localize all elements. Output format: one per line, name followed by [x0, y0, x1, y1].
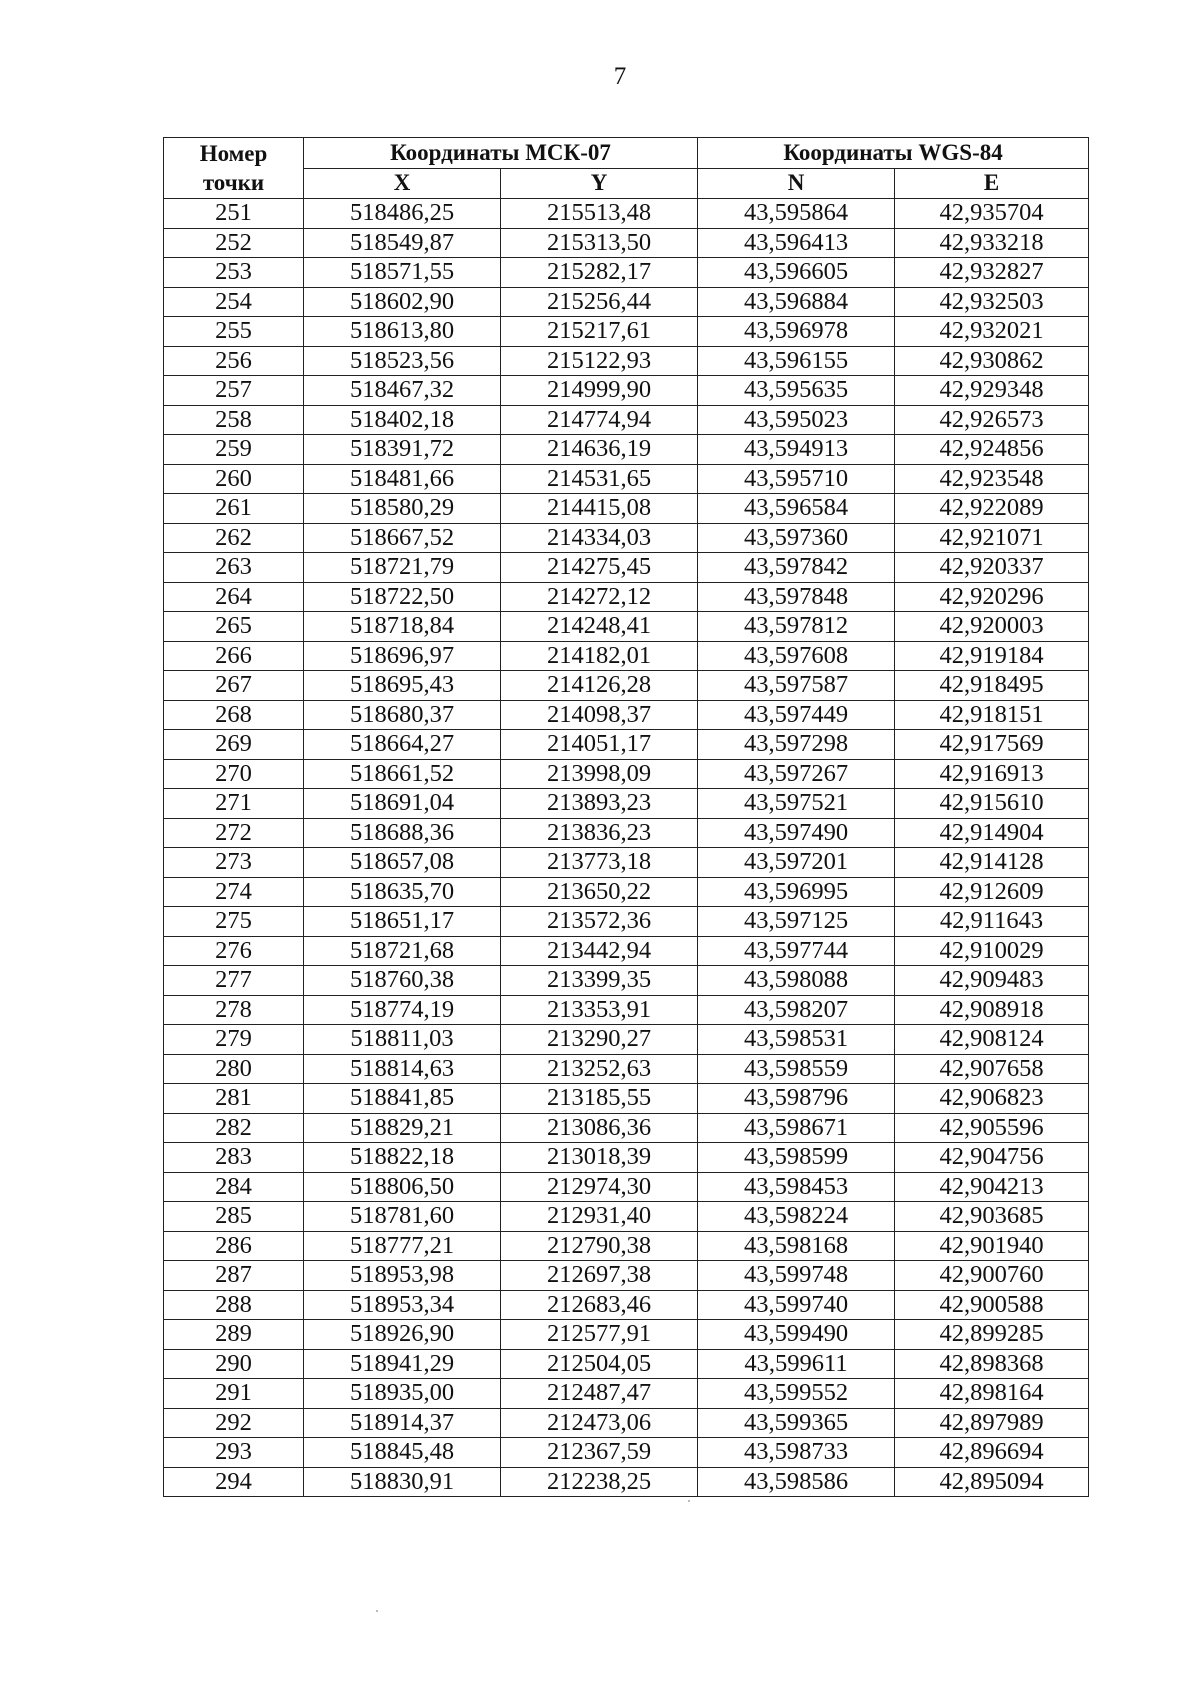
table-row: [164, 1379, 1089, 1409]
wgs-e-cell: 42,917569: [895, 730, 1089, 760]
wgs-e-cell: 42,895094: [895, 1467, 1089, 1497]
point-number-cell: 254: [164, 287, 304, 317]
msk-x-cell: 518953,98: [304, 1261, 501, 1291]
table-row: [164, 464, 1089, 494]
table-row: [164, 1025, 1089, 1055]
msk-y-cell: 212367,59: [501, 1438, 698, 1468]
msk-y-cell: 214182,01: [501, 641, 698, 671]
msk-x-cell: 518935,00: [304, 1379, 501, 1409]
y-column-header: Y: [501, 168, 698, 199]
wgs-e-cell: 42,923548: [895, 464, 1089, 494]
msk-y-cell: 215256,44: [501, 287, 698, 317]
wgs-n-cell: 43,597812: [698, 612, 895, 642]
point-number-cell: 256: [164, 346, 304, 376]
msk-x-cell: 518822,18: [304, 1143, 501, 1173]
wgs-n-cell: 43,595023: [698, 405, 895, 435]
wgs-n-cell: 43,596978: [698, 317, 895, 347]
wgs-n-cell: 43,599365: [698, 1408, 895, 1438]
wgs-e-cell: 42,926573: [895, 405, 1089, 435]
wgs-n-cell: 43,597842: [698, 553, 895, 583]
msk-x-cell: 518926,90: [304, 1320, 501, 1350]
wgs-e-cell: 42,920296: [895, 582, 1089, 612]
wgs-e-cell: 42,907658: [895, 1054, 1089, 1084]
point-number-cell: 275: [164, 907, 304, 937]
wgs-e-cell: 42,903685: [895, 1202, 1089, 1232]
point-number-cell: 269: [164, 730, 304, 760]
wgs-e-cell: 42,920337: [895, 553, 1089, 583]
wgs-e-cell: 42,935704: [895, 199, 1089, 229]
wgs-e-cell: 42,909483: [895, 966, 1089, 996]
wgs-n-cell: 43,599552: [698, 1379, 895, 1409]
wgs-n-cell: 43,599611: [698, 1349, 895, 1379]
point-number-cell: 270: [164, 759, 304, 789]
msk-y-cell: 215122,93: [501, 346, 698, 376]
msk-x-cell: 518580,29: [304, 494, 501, 524]
table-row: [164, 376, 1089, 406]
msk-x-cell: 518721,68: [304, 936, 501, 966]
wgs-e-cell: 42,915610: [895, 789, 1089, 819]
msk-x-cell: 518760,38: [304, 966, 501, 996]
point-number-cell: 273: [164, 848, 304, 878]
msk-x-cell: 518523,56: [304, 346, 501, 376]
wgs-e-cell: 42,897989: [895, 1408, 1089, 1438]
table-row: [164, 287, 1089, 317]
wgs-e-cell: 42,919184: [895, 641, 1089, 671]
msk-x-cell: 518635,70: [304, 877, 501, 907]
msk-y-cell: 214248,41: [501, 612, 698, 642]
msk-y-cell: 215217,61: [501, 317, 698, 347]
wgs-n-cell: 43,597587: [698, 671, 895, 701]
point-number-header: [164, 138, 304, 199]
msk-x-cell: 518845,48: [304, 1438, 501, 1468]
wgs-e-cell: 42,932021: [895, 317, 1089, 347]
point-number-cell: 282: [164, 1113, 304, 1143]
wgs-e-cell: 42,910029: [895, 936, 1089, 966]
wgs-n-cell: 43,595864: [698, 199, 895, 229]
table-row: [164, 936, 1089, 966]
table-row: [164, 818, 1089, 848]
point-number-cell: 258: [164, 405, 304, 435]
point-number-cell: 277: [164, 966, 304, 996]
point-number-cell: 272: [164, 818, 304, 848]
table-row: [164, 582, 1089, 612]
table-row: [164, 435, 1089, 465]
msk-y-cell: 212473,06: [501, 1408, 698, 1438]
point-number-cell: 257: [164, 376, 304, 406]
msk-y-cell: 213650,22: [501, 877, 698, 907]
point-number-cell: 294: [164, 1467, 304, 1497]
point-number-cell: 259: [164, 435, 304, 465]
wgs-n-cell: 43,598224: [698, 1202, 895, 1232]
table-row: [164, 1290, 1089, 1320]
msk-x-cell: 518402,18: [304, 405, 501, 435]
point-number-cell: 291: [164, 1379, 304, 1409]
msk-x-cell: 518941,29: [304, 1349, 501, 1379]
point-number-cell: 260: [164, 464, 304, 494]
point-number-header-line1: Номер: [199, 141, 268, 166]
wgs-e-cell: 42,911643: [895, 907, 1089, 937]
wgs-n-cell: 43,598453: [698, 1172, 895, 1202]
wgs-e-cell: 42,922089: [895, 494, 1089, 524]
table-row: [164, 641, 1089, 671]
table-row: [164, 523, 1089, 553]
wgs-coordinates-header: Координаты WGS-84: [698, 138, 1089, 169]
point-number-cell: 261: [164, 494, 304, 524]
msk-y-cell: 215513,48: [501, 199, 698, 229]
table-row: [164, 199, 1089, 229]
wgs-e-cell: 42,900588: [895, 1290, 1089, 1320]
wgs-n-cell: 43,598733: [698, 1438, 895, 1468]
wgs-e-cell: 42,908124: [895, 1025, 1089, 1055]
msk-x-cell: 518841,85: [304, 1084, 501, 1114]
msk-y-cell: 212931,40: [501, 1202, 698, 1232]
msk-x-cell: 518667,52: [304, 523, 501, 553]
table-row: [164, 907, 1089, 937]
wgs-n-cell: 43,597521: [698, 789, 895, 819]
table-row: [164, 317, 1089, 347]
point-number-cell: 289: [164, 1320, 304, 1350]
msk-y-cell: 214275,45: [501, 553, 698, 583]
msk-y-cell: 213773,18: [501, 848, 698, 878]
table-row: [164, 730, 1089, 760]
table-row: [164, 759, 1089, 789]
msk-x-cell: 518486,25: [304, 199, 501, 229]
point-number-cell: 281: [164, 1084, 304, 1114]
table-row: [164, 848, 1089, 878]
wgs-n-cell: 43,596155: [698, 346, 895, 376]
point-number-cell: 292: [164, 1408, 304, 1438]
msk-x-cell: 518664,27: [304, 730, 501, 760]
table-row: [164, 405, 1089, 435]
wgs-e-cell: 42,933218: [895, 228, 1089, 258]
wgs-n-cell: 43,598796: [698, 1084, 895, 1114]
table-row: [164, 1320, 1089, 1350]
wgs-e-cell: 42,920003: [895, 612, 1089, 642]
msk-x-cell: 518721,79: [304, 553, 501, 583]
wgs-e-cell: 42,914904: [895, 818, 1089, 848]
point-number-cell: 251: [164, 199, 304, 229]
wgs-e-cell: 42,921071: [895, 523, 1089, 553]
wgs-n-cell: 43,597298: [698, 730, 895, 760]
wgs-e-cell: 42,899285: [895, 1320, 1089, 1350]
table-row: [164, 228, 1089, 258]
msk-y-cell: 212697,38: [501, 1261, 698, 1291]
msk-y-cell: 214531,65: [501, 464, 698, 494]
wgs-e-cell: 42,906823: [895, 1084, 1089, 1114]
msk-x-cell: 518718,84: [304, 612, 501, 642]
table-row: [164, 1231, 1089, 1261]
point-number-cell: 279: [164, 1025, 304, 1055]
table-row: [164, 966, 1089, 996]
msk-y-cell: 213252,63: [501, 1054, 698, 1084]
msk-y-cell: 213998,09: [501, 759, 698, 789]
wgs-n-cell: 43,597267: [698, 759, 895, 789]
msk-y-cell: 212974,30: [501, 1172, 698, 1202]
table-row: [164, 1408, 1089, 1438]
scan-speck: [688, 1500, 690, 1502]
wgs-n-cell: 43,599740: [698, 1290, 895, 1320]
msk-y-cell: 212683,46: [501, 1290, 698, 1320]
wgs-n-cell: 43,599748: [698, 1261, 895, 1291]
msk-y-cell: 214334,03: [501, 523, 698, 553]
msk-y-cell: 214636,19: [501, 435, 698, 465]
table-row: [164, 346, 1089, 376]
wgs-e-cell: 42,901940: [895, 1231, 1089, 1261]
msk-x-cell: 518657,08: [304, 848, 501, 878]
e-column-header: E: [895, 168, 1089, 199]
wgs-n-cell: 43,597360: [698, 523, 895, 553]
msk-x-cell: 518602,90: [304, 287, 501, 317]
msk-y-cell: 213893,23: [501, 789, 698, 819]
msk-x-cell: 518696,97: [304, 641, 501, 671]
table-row: [164, 1438, 1089, 1468]
wgs-n-cell: 43,597449: [698, 700, 895, 730]
point-number-cell: 252: [164, 228, 304, 258]
table-row: [164, 789, 1089, 819]
table-row: [164, 877, 1089, 907]
table-row: [164, 1113, 1089, 1143]
header-row-groups: [164, 138, 1089, 169]
msk-x-cell: 518829,21: [304, 1113, 501, 1143]
point-number-cell: 285: [164, 1202, 304, 1232]
msk-x-cell: 518688,36: [304, 818, 501, 848]
wgs-e-cell: 42,914128: [895, 848, 1089, 878]
wgs-n-cell: 43,596995: [698, 877, 895, 907]
msk-x-cell: 518830,91: [304, 1467, 501, 1497]
table-row: [164, 1349, 1089, 1379]
msk-y-cell: 215313,50: [501, 228, 698, 258]
point-number-cell: 290: [164, 1349, 304, 1379]
point-number-cell: 266: [164, 641, 304, 671]
wgs-n-cell: 43,597490: [698, 818, 895, 848]
msk-y-cell: 212504,05: [501, 1349, 698, 1379]
n-column-header: N: [698, 168, 895, 199]
table-row: [164, 1084, 1089, 1114]
msk-y-cell: 215282,17: [501, 258, 698, 288]
wgs-n-cell: 43,598586: [698, 1467, 895, 1497]
point-number-cell: 262: [164, 523, 304, 553]
msk-y-cell: 212577,91: [501, 1320, 698, 1350]
msk-x-cell: 518481,66: [304, 464, 501, 494]
msk-x-cell: 518549,87: [304, 228, 501, 258]
wgs-n-cell: 43,595710: [698, 464, 895, 494]
wgs-e-cell: 42,932827: [895, 258, 1089, 288]
msk-x-cell: 518391,72: [304, 435, 501, 465]
msk-x-cell: 518651,17: [304, 907, 501, 937]
msk-y-cell: 213185,55: [501, 1084, 698, 1114]
scan-speck: [376, 1610, 378, 1612]
table-body: [164, 199, 1089, 1497]
msk-y-cell: 213290,27: [501, 1025, 698, 1055]
msk-y-cell: 214415,08: [501, 494, 698, 524]
wgs-n-cell: 43,596413: [698, 228, 895, 258]
table-row: [164, 1202, 1089, 1232]
msk-x-cell: 518777,21: [304, 1231, 501, 1261]
wgs-e-cell: 42,900760: [895, 1261, 1089, 1291]
point-number-cell: 286: [164, 1231, 304, 1261]
point-number-header-line2: точки: [202, 170, 265, 195]
x-column-header: X: [304, 168, 501, 199]
msk-y-cell: 214774,94: [501, 405, 698, 435]
point-number-cell: 271: [164, 789, 304, 819]
msk-x-cell: 518914,37: [304, 1408, 501, 1438]
msk-y-cell: 214098,37: [501, 700, 698, 730]
msk-x-cell: 518680,37: [304, 700, 501, 730]
wgs-e-cell: 42,904756: [895, 1143, 1089, 1173]
wgs-n-cell: 43,597744: [698, 936, 895, 966]
table-row: [164, 1143, 1089, 1173]
wgs-e-cell: 42,896694: [895, 1438, 1089, 1468]
point-number-cell: 267: [164, 671, 304, 701]
msk-x-cell: 518953,34: [304, 1290, 501, 1320]
point-number-cell: 287: [164, 1261, 304, 1291]
wgs-e-cell: 42,904213: [895, 1172, 1089, 1202]
wgs-e-cell: 42,905596: [895, 1113, 1089, 1143]
msk-x-cell: 518571,55: [304, 258, 501, 288]
point-number-cell: 265: [164, 612, 304, 642]
table-row: [164, 1261, 1089, 1291]
wgs-n-cell: 43,598671: [698, 1113, 895, 1143]
table-row: [164, 995, 1089, 1025]
table-row: [164, 612, 1089, 642]
msk-y-cell: 213086,36: [501, 1113, 698, 1143]
msk-x-cell: 518691,04: [304, 789, 501, 819]
table-row: [164, 1172, 1089, 1202]
point-number-cell: 263: [164, 553, 304, 583]
wgs-e-cell: 42,918495: [895, 671, 1089, 701]
msk-y-cell: 214126,28: [501, 671, 698, 701]
point-number-cell: 278: [164, 995, 304, 1025]
wgs-n-cell: 43,594913: [698, 435, 895, 465]
wgs-n-cell: 43,598599: [698, 1143, 895, 1173]
msk-y-cell: 213353,91: [501, 995, 698, 1025]
msk-x-cell: 518781,60: [304, 1202, 501, 1232]
wgs-n-cell: 43,598207: [698, 995, 895, 1025]
msk-y-cell: 213018,39: [501, 1143, 698, 1173]
wgs-e-cell: 42,898164: [895, 1379, 1089, 1409]
wgs-n-cell: 43,598531: [698, 1025, 895, 1055]
coordinates-table: [163, 137, 1089, 1497]
msk-x-cell: 518613,80: [304, 317, 501, 347]
wgs-e-cell: 42,912609: [895, 877, 1089, 907]
msk-x-cell: 518722,50: [304, 582, 501, 612]
msk-y-cell: 214051,17: [501, 730, 698, 760]
table-row: [164, 494, 1089, 524]
page-number: 7: [613, 63, 627, 90]
wgs-n-cell: 43,597201: [698, 848, 895, 878]
msk-x-cell: 518811,03: [304, 1025, 501, 1055]
point-number-cell: 253: [164, 258, 304, 288]
point-number-cell: 280: [164, 1054, 304, 1084]
point-number-cell: 268: [164, 700, 304, 730]
wgs-e-cell: 42,932503: [895, 287, 1089, 317]
msk-y-cell: 213399,35: [501, 966, 698, 996]
point-number-cell: 293: [164, 1438, 304, 1468]
point-number-cell: 283: [164, 1143, 304, 1173]
table-header: [164, 138, 1089, 199]
point-number-cell: 288: [164, 1290, 304, 1320]
msk-y-cell: 213836,23: [501, 818, 698, 848]
table-row: [164, 1467, 1089, 1497]
msk-y-cell: 213442,94: [501, 936, 698, 966]
point-number-cell: 264: [164, 582, 304, 612]
wgs-n-cell: 43,598559: [698, 1054, 895, 1084]
wgs-e-cell: 42,924856: [895, 435, 1089, 465]
table-row: [164, 671, 1089, 701]
msk-x-cell: 518661,52: [304, 759, 501, 789]
msk-y-cell: 212238,25: [501, 1467, 698, 1497]
wgs-n-cell: 43,595635: [698, 376, 895, 406]
wgs-e-cell: 42,929348: [895, 376, 1089, 406]
wgs-e-cell: 42,918151: [895, 700, 1089, 730]
table-row: [164, 1054, 1089, 1084]
wgs-n-cell: 43,596605: [698, 258, 895, 288]
wgs-n-cell: 43,598088: [698, 966, 895, 996]
msk-y-cell: 214272,12: [501, 582, 698, 612]
msk-x-cell: 518806,50: [304, 1172, 501, 1202]
point-number-cell: 284: [164, 1172, 304, 1202]
wgs-n-cell: 43,597608: [698, 641, 895, 671]
table-row: [164, 258, 1089, 288]
msk-y-cell: 213572,36: [501, 907, 698, 937]
msk-y-cell: 212487,47: [501, 1379, 698, 1409]
wgs-n-cell: 43,599490: [698, 1320, 895, 1350]
table-row: [164, 700, 1089, 730]
wgs-e-cell: 42,908918: [895, 995, 1089, 1025]
wgs-n-cell: 43,596884: [698, 287, 895, 317]
msk-x-cell: 518467,32: [304, 376, 501, 406]
wgs-e-cell: 42,916913: [895, 759, 1089, 789]
msk-y-cell: 214999,90: [501, 376, 698, 406]
msk-x-cell: 518695,43: [304, 671, 501, 701]
wgs-n-cell: 43,598168: [698, 1231, 895, 1261]
wgs-e-cell: 42,930862: [895, 346, 1089, 376]
table-row: [164, 553, 1089, 583]
point-number-cell: 274: [164, 877, 304, 907]
point-number-cell: 255: [164, 317, 304, 347]
msk-y-cell: 212790,38: [501, 1231, 698, 1261]
msk-x-cell: 518814,63: [304, 1054, 501, 1084]
wgs-n-cell: 43,596584: [698, 494, 895, 524]
point-number-cell: 276: [164, 936, 304, 966]
wgs-n-cell: 43,597125: [698, 907, 895, 937]
wgs-e-cell: 42,898368: [895, 1349, 1089, 1379]
wgs-n-cell: 43,597848: [698, 582, 895, 612]
msk-x-cell: 518774,19: [304, 995, 501, 1025]
msk-coordinates-header: Координаты МСК-07: [304, 138, 698, 169]
